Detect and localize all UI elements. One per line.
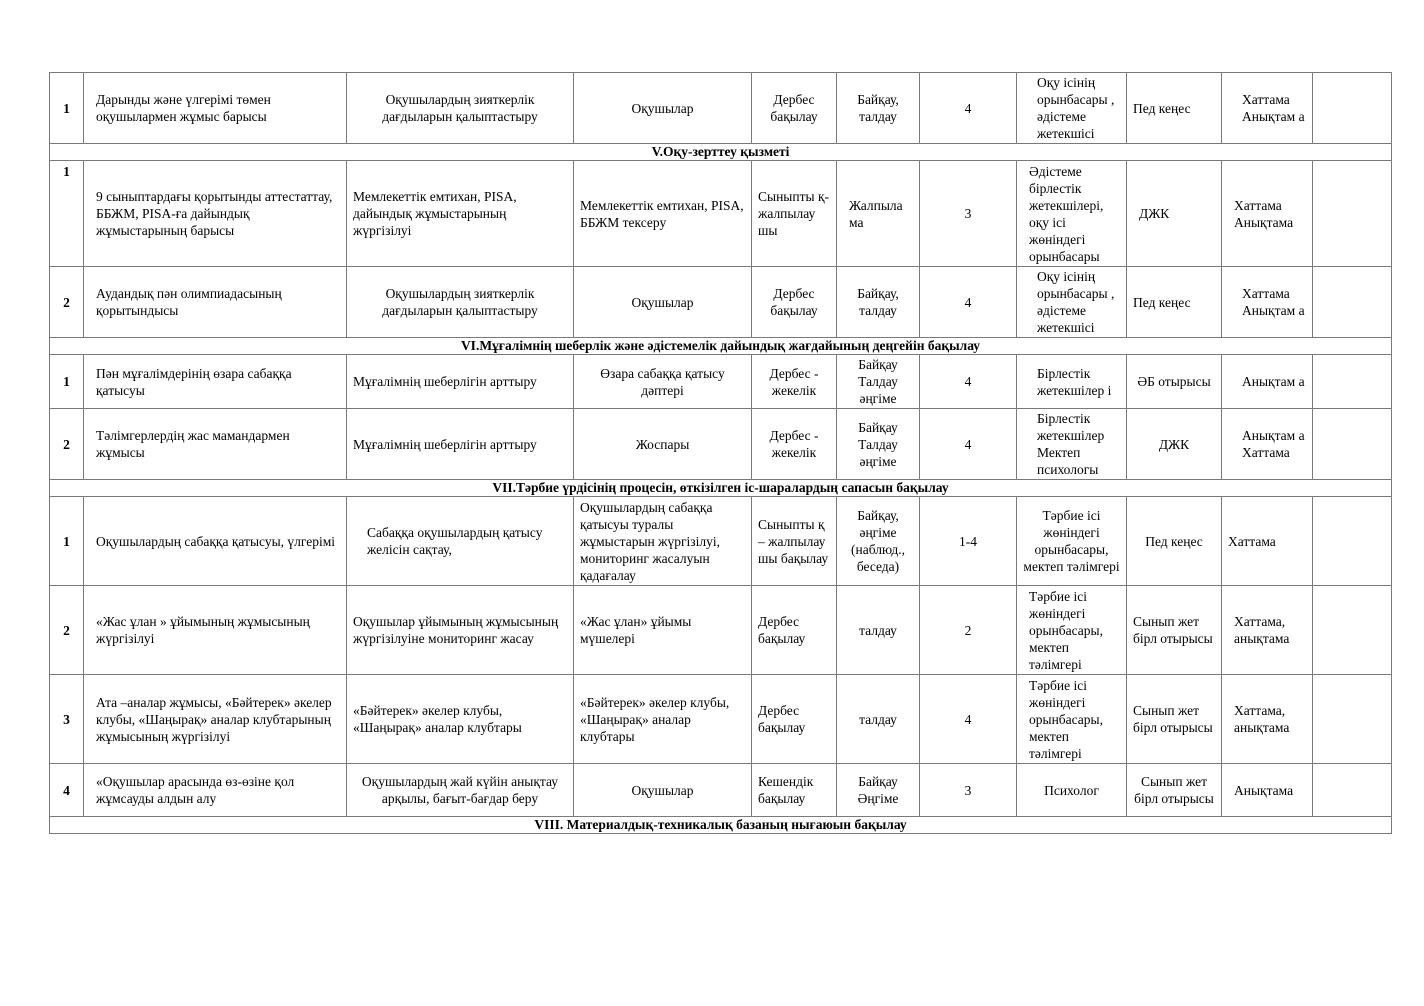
row-number: 1 [50,497,84,586]
control-review-place: Сынып жет бірл отырысы [1127,764,1222,817]
control-term: 4 [920,267,1017,338]
control-term: 3 [920,161,1017,267]
control-result: Анықтам а Хаттама [1222,409,1313,480]
control-type: Дербес бақылау [752,73,837,144]
control-review-place: ДЖК [1127,161,1222,267]
row-number: 2 [50,586,84,675]
control-review-place: Сынып жет бірл отырысы [1127,675,1222,764]
table-row [50,355,1392,409]
table-row [50,267,1392,338]
row-number: 4 [50,764,84,817]
control-goal: Сабаққа оқушылардың қатысу желісін сақтау, [347,497,574,586]
control-type: Дербес бақылау [752,267,837,338]
control-responsible: Тәрбие ісі жөніндегі орынбасары, мектеп тәлімгері [1017,586,1127,675]
control-goal: Мұғалімнің шеберлігін арттыру [347,355,574,409]
control-type: Сыныпты қ – жалпылау шы бақылау [752,497,837,586]
control-responsible: Оқу ісінің орынбасары , әдістеме жетекшісі [1017,73,1127,144]
control-goal: Оқушылардың зияткерлік дағдыларын қалыптастыру [347,73,574,144]
control-method: Байқау, әңгіме (наблюд., беседа) [837,497,920,586]
control-method: Байқау Талдау әңгіме [837,355,920,409]
control-result: Анықтама [1222,764,1313,817]
section-header-row [50,338,1392,355]
control-topic: Пән мұғалімдерінің өзара сабаққа қатысуы [84,355,347,409]
control-goal: Оқушылар ұйымының жұмысының жүргізілуіне мониторинг жасау [347,586,574,675]
row-number: 1 [50,73,84,144]
empty-cell [1313,764,1392,817]
section-title: VIII. Материалдық-техникалық базаның нығаюын бақылау [50,817,1392,834]
empty-cell [1313,409,1392,480]
control-topic: Аудандық пән олимпиадасының қорытындысы [84,267,347,338]
control-responsible: Бірлестік жетекшілер і [1017,355,1127,409]
empty-cell [1313,355,1392,409]
control-goal: Мемлекеттік емтихан, PISA, дайындық жұмыстарының жүргізілуі [347,161,574,267]
control-term: 3 [920,764,1017,817]
control-responsible: Оқу ісінің орынбасары , әдістеме жетекшісі [1017,267,1127,338]
control-result: Хаттама Анықтам а [1222,73,1313,144]
control-type: Дербес бақылау [752,675,837,764]
control-topic: 9 сыныптардағы қорытынды аттестаттау, ББЖМ, PISA-ға дайындық жұмыстарының барысы [84,161,347,267]
table-row [50,73,1392,144]
control-review-place: Пед кеңес [1127,73,1222,144]
control-topic: Тәлімгерлердің жас мамандармен жұмысы [84,409,347,480]
control-review-place: ӘБ отырысы [1127,355,1222,409]
table-row [50,764,1392,817]
table-row [50,161,1392,267]
control-goal: «Бәйтерек» әкелер клубы, «Шаңырақ» аналар клубтары [347,675,574,764]
control-method: Жалпыла ма [837,161,920,267]
control-result: Хаттама, анықтама [1222,675,1313,764]
table-row [50,586,1392,675]
empty-cell [1313,161,1392,267]
control-result: Хаттама Анықтама [1222,161,1313,267]
control-review-place: Пед кеңес [1127,267,1222,338]
table-row [50,675,1392,764]
section-header-row [50,480,1392,497]
control-goal: Мұғалімнің шеберлігін арттыру [347,409,574,480]
empty-cell [1313,267,1392,338]
control-responsible: Психолог [1017,764,1127,817]
control-review-place: ДЖК [1127,409,1222,480]
control-method: Байқау Әңгіме [837,764,920,817]
control-type: Кешендік бақылау [752,764,837,817]
control-plan-table [49,72,1392,834]
control-type: Дербес - жекелік [752,355,837,409]
empty-cell [1313,73,1392,144]
control-review-place: Пед кеңес [1127,497,1222,586]
control-term: 4 [920,355,1017,409]
control-method: талдау [837,586,920,675]
control-topic: Дарынды және үлгерімі төмен оқушылармен жұмыс барысы [84,73,347,144]
control-object: Оқушылар [574,764,752,817]
control-object: Мемлекеттік емтихан, PISA, ББЖМ тексеру [574,161,752,267]
control-result: Хаттама Анықтам а [1222,267,1313,338]
table-row [50,409,1392,480]
control-term: 1-4 [920,497,1017,586]
row-number: 2 [50,409,84,480]
control-object: Оқушылардың сабаққа қатысуы туралы жұмыстарын жүргізілуі, мониторинг жасалуын қадағалау [574,497,752,586]
empty-cell [1313,675,1392,764]
control-responsible: Бірлестік жетекшілер Мектеп психологы [1017,409,1127,480]
control-method: Байқау, талдау [837,73,920,144]
control-result: Анықтам а [1222,355,1313,409]
control-responsible: Тәрбие ісі жөніндегі орынбасары, мектеп тәлімгері [1017,675,1127,764]
row-number: 1 [50,355,84,409]
control-topic: Ата –аналар жұмысы, «Бәйтерек» әкелер клубы, «Шаңырақ» аналар клубтарының жұмысының жүргізілуі [84,675,347,764]
control-type: Сыныпты қ-жалпылау шы [752,161,837,267]
control-term: 4 [920,675,1017,764]
control-goal: Оқушылардың зияткерлік дағдыларын қалыптастыру [347,267,574,338]
control-result: Хаттама, анықтама [1222,586,1313,675]
control-type: Дербес - жекелік [752,409,837,480]
row-number: 2 [50,267,84,338]
control-method: талдау [837,675,920,764]
empty-cell [1313,586,1392,675]
table-row [50,497,1392,586]
control-topic: «Оқушылар арасында өз-өзіне қол жұмсауды алдын алу [84,764,347,817]
control-topic: «Жас ұлан » ұйымының жұмысының жүргізілуі [84,586,347,675]
control-review-place: Сынып жет бірл отырысы [1127,586,1222,675]
control-term: 4 [920,409,1017,480]
control-result: Хаттама [1222,497,1313,586]
control-term: 4 [920,73,1017,144]
empty-cell [1313,497,1392,586]
control-responsible: Тәрбие ісі жөніндегі орынбасары, мектеп тәлімгері [1017,497,1127,586]
control-goal: Оқушылардың жай күйін анықтау арқылы, бағыт-бағдар беру [347,764,574,817]
control-object: Оқушылар [574,267,752,338]
section-title: V.Оқу-зерттеу қызметі [50,144,1392,161]
row-number: 3 [50,675,84,764]
section-header-row [50,144,1392,161]
control-object: Өзара сабаққа қатысу дәптері [574,355,752,409]
section-header-row [50,817,1392,834]
control-method: Байқау, талдау [837,267,920,338]
control-responsible: Әдістеме бірлестік жетекшілері, оқу ісі жөніндегі орынбасары [1017,161,1127,267]
control-object: Оқушылар [574,73,752,144]
control-object: «Бәйтерек» әкелер клубы, «Шаңырақ» аналар клубтары [574,675,752,764]
control-object: Жоспары [574,409,752,480]
control-type: Дербес бақылау [752,586,837,675]
control-object: «Жас ұлан» ұйымы мүшелері [574,586,752,675]
control-method: Байқау Талдау әңгіме [837,409,920,480]
control-topic: Оқушылардың сабаққа қатысуы, үлгерімі [84,497,347,586]
section-title: VI.Мұғалімнің шеберлік және әдістемелік дайындық жағдайының деңгейін бақылау [50,338,1392,355]
section-title: VII.Тәрбие үрдісінің процесін, өткізілген іс-шаралардың сапасын бақылау [50,480,1392,497]
control-term: 2 [920,586,1017,675]
row-number: 1 [50,161,84,267]
